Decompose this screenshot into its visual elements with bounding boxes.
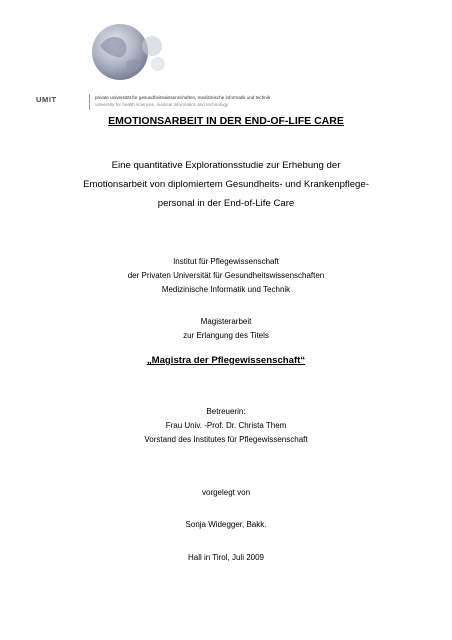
subtitle-line: personal in der End-of-Life Care bbox=[157, 198, 295, 209]
logo-line-de: private universität für gesundheitswissenschaften, medizinische informatik und technik bbox=[95, 95, 271, 100]
globe-icon bbox=[86, 16, 172, 92]
supervisor-name: Frau Univ. -Prof. Dr. Christa Them bbox=[165, 421, 287, 430]
degree-title: „Magistra der Pflegewissenschaft“ bbox=[146, 355, 306, 366]
author-name: Sonja Widegger, Bakk. bbox=[185, 520, 267, 529]
subtitle-line: Emotionsarbeit von diplomiertem Gesundheits- und Krankenpflege- bbox=[83, 179, 369, 190]
institute-line: der Privaten Universität für Gesundheitswissenschaften bbox=[127, 271, 325, 280]
logo-text bbox=[95, 94, 270, 108]
thesis-subtitle bbox=[0, 156, 452, 213]
submitted-by-label: vorgelegt von bbox=[201, 488, 251, 497]
supervisor-block bbox=[0, 405, 452, 447]
institute-block bbox=[0, 255, 452, 297]
supervisor-role: Vorstand des Institutes für Pflegewissenschaft bbox=[144, 435, 308, 444]
thesis-title: EMOTIONSARBEIT IN DER END-OF-LIFE CARE bbox=[108, 115, 344, 127]
thesis-type-block bbox=[0, 315, 452, 343]
thesis-type: Magisterarbeit bbox=[200, 317, 252, 326]
university-logo bbox=[36, 16, 306, 116]
subtitle-line: Eine quantitative Explorationsstudie zur Erhebung der bbox=[111, 160, 341, 171]
thesis-purpose: zur Erlangung des Titels bbox=[183, 331, 269, 340]
logo-brand: UMIT bbox=[36, 95, 57, 104]
institute-line: Medizinische Informatik und Technik bbox=[161, 285, 291, 294]
institute-line: Institut für Pflegewissenschaft bbox=[173, 257, 279, 266]
supervisor-label: Betreuerin: bbox=[206, 407, 246, 416]
logo-divider bbox=[89, 94, 90, 110]
place-date: Hall in Tirol, Juli 2009 bbox=[187, 553, 265, 562]
logo-line-en: university for health sciences, medical informatics and technology bbox=[95, 102, 229, 107]
